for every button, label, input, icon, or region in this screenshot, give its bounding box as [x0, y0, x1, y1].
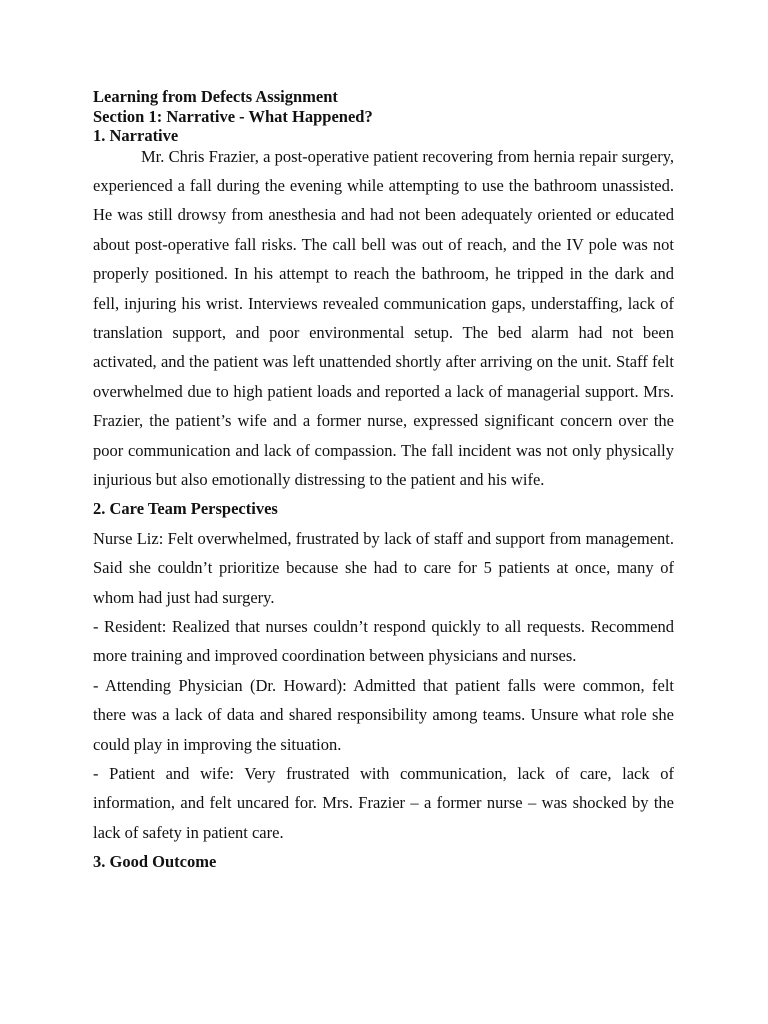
perspective-nurse: Nurse Liz: Felt overwhelmed, frustrated by lack of staff and support from management. Said she couldn’t prioritize because she had to care for 5 patients at once, many of whom had just had surgery.: [93, 528, 674, 607]
section-heading: Section 1: Narrative - What Happened?: [93, 106, 373, 126]
narrative-heading: 1. Narrative: [93, 126, 179, 145]
narrative-paragraph: Mr. Chris Frazier, a post-operative patient recovering from hernia repair surgery, experienced a fall during the evening while attempting to use the bathroom unassisted. He was still drowsy from anesthesia and had not been adequately oriented or educated about post-operative fall risks. The call bell was out of reach, and the IV pole was not properly positioned. In his attempt to reach the bathroom, he tripped in the dark and fell, injuring his wrist. Interviews revealed communication gaps, understaffing, lack of translation support, and poor environmental setup. The bed alarm had not been activated, and the patient was left unattended shortly after arriving on the unit. Staff felt overwhelmed due to high patient loads and reported a lack of managerial support. Mrs. Frazier, the patient’s wife and a former nurse, expressed significant concern over the poor communication and lack of compassion. The fall incident was not only physically injurious but also emotionally distressing to the patient and his wife.: [93, 146, 674, 489]
outcome-heading: 3. Good Outcome: [93, 852, 217, 872]
perspectives-heading: 2. Care Team Perspectives: [93, 499, 278, 519]
perspective-attending: - Attending Physician (Dr. Howard): Admitted that patient falls were common, felt there was a lack of data and shared responsibility among teams. Unsure what role she could play in improving the situation.: [93, 675, 674, 754]
perspective-patient-wife: - Patient and wife: Very frustrated with communication, lack of care, lack of information, and felt uncared for. Mrs. Frazier – a former nurse – was shocked by the lack of safety in patient care.: [93, 764, 674, 842]
document-page: [93, 87, 674, 877]
perspective-resident: - Resident: Realized that nurses couldn’t respond quickly to all requests. Recommend more training and improved coordination between physicians and nurses.: [93, 617, 674, 666]
document-title: Learning from Defects Assignment: [93, 87, 338, 106]
